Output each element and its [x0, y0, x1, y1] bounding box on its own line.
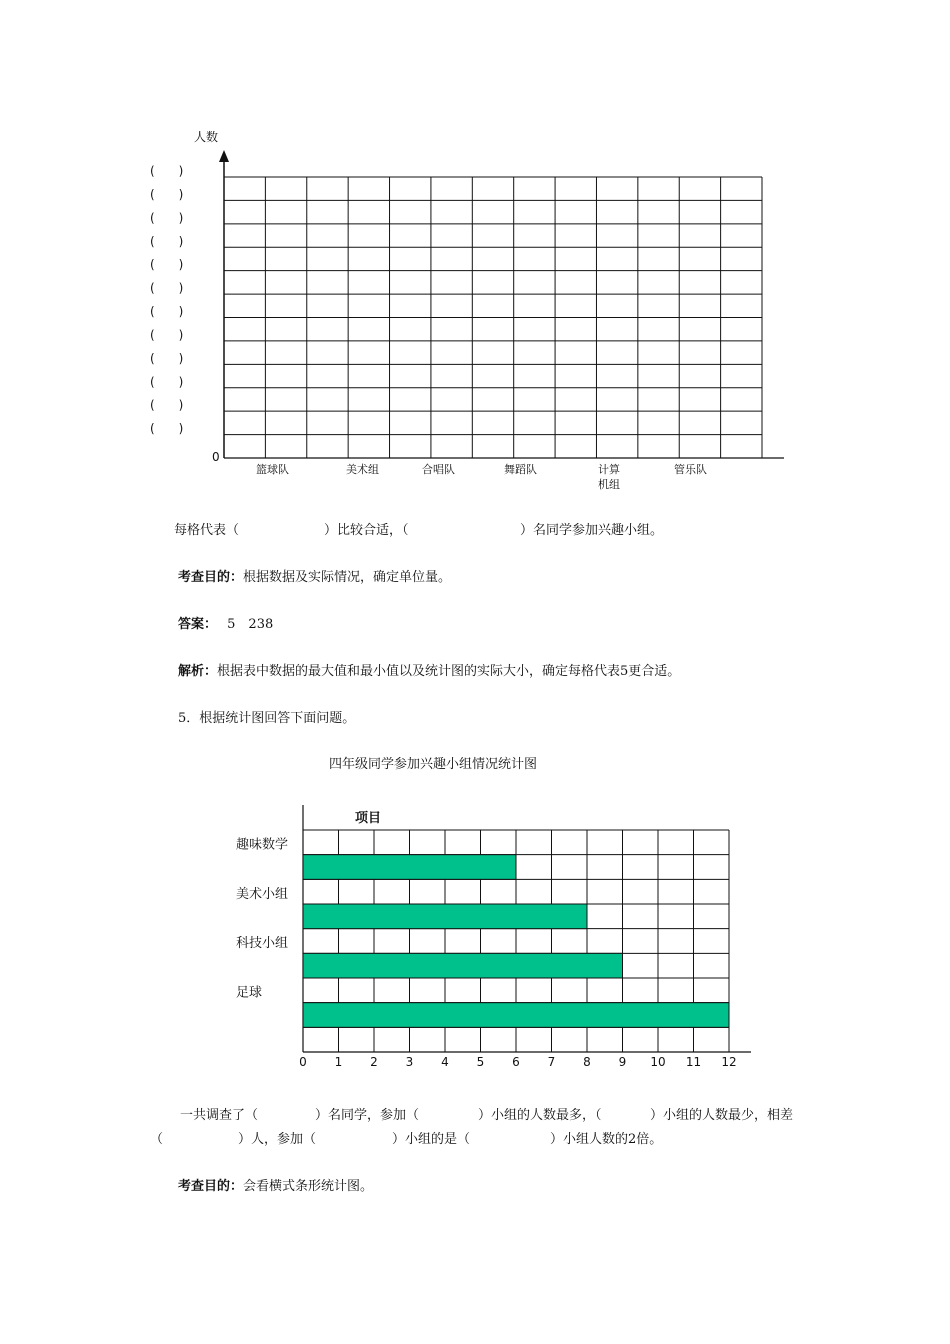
bar [303, 1003, 729, 1028]
empty-grid-chart [0, 0, 950, 500]
bar [303, 904, 587, 929]
q5-line2-b: ）人，参加（ [238, 1132, 317, 1147]
x-tick-label: 5 [476, 1055, 485, 1069]
x-tick-label: 9 [618, 1055, 627, 1069]
question-5: 5．根据统计图回答下面问题。 [178, 711, 356, 726]
y-axis-label: 人数 [194, 130, 219, 144]
y-value-blank: ( ) [150, 210, 184, 225]
y-value-blank: ( ) [150, 164, 184, 178]
q5-line1-a: 一共调查了（ [180, 1108, 259, 1123]
fill-blank-part-a: 每格代表（ [174, 523, 240, 538]
chart-title: 四年级同学参加兴趣小组情况统计图 [329, 757, 538, 772]
purpose-label: 考查目的： [178, 570, 244, 585]
fill-blank-part-c: ）名同学参加兴趣小组。 [520, 523, 664, 538]
category-label: 舞蹈队 [504, 463, 537, 476]
bar-chart [0, 790, 950, 1080]
bar [303, 855, 516, 880]
x-tick-label: 8 [583, 1055, 591, 1069]
y-axis-label: 项目 [355, 811, 382, 826]
y-value-blank: ( ) [150, 187, 184, 202]
q5-purpose-line [178, 1175, 373, 1194]
category-label: 美术组 [346, 463, 379, 476]
category-label: 足球 [236, 985, 263, 1001]
category-label: 计算 [598, 463, 620, 476]
q5-line2-c: ）小组的是（ [392, 1132, 471, 1147]
q5-line2 [150, 1128, 750, 1146]
analysis-label: 解析： [178, 664, 218, 679]
x-tick-labels [299, 1055, 736, 1069]
y-value-blank: ( ) [150, 234, 184, 249]
purpose-line [178, 566, 451, 585]
purpose-text: 会看横式条形统计图。 [243, 1179, 374, 1194]
category-labels [256, 462, 707, 491]
q5-line1-b: ）名同学，参加（ [315, 1108, 420, 1123]
y-value-blank: ( ) [150, 421, 184, 436]
fill-blank-part-b: ）比较合适，（ [324, 523, 409, 538]
origin-label: 0 [212, 450, 220, 464]
q5-line2-d: ）小组人数的2倍。 [550, 1132, 663, 1147]
category-label: 管乐队 [674, 463, 707, 476]
x-tick-label: 6 [512, 1055, 520, 1069]
y-value-blank: ( ) [150, 398, 184, 413]
x-tick-label: 7 [547, 1055, 556, 1069]
analysis-text: 根据表中数据的最大值和最小值以及统计图的实际大小，确定每格代表5更合适。 [217, 664, 681, 679]
x-tick-label: 11 [685, 1055, 702, 1069]
purpose-text: 根据数据及实际情况，确定单位量。 [243, 570, 452, 585]
y-value-blank: ( ) [150, 374, 184, 389]
y-axis-arrow [219, 150, 229, 162]
category-label: 合唱队 [422, 463, 455, 476]
x-tick-label: 4 [441, 1055, 449, 1069]
x-tick-label: 10 [650, 1055, 666, 1069]
y-value-blank: ( ) [150, 257, 184, 272]
q5-line2-a: （ [150, 1132, 164, 1147]
purpose-label: 考查目的： [178, 1179, 244, 1194]
analysis-line [178, 660, 680, 679]
q5-line1-c: ）小组的人数最多，（ [478, 1108, 602, 1123]
q5-line1-d: ）小组的人数最少，相差 [650, 1108, 794, 1123]
category-label: 科技小组 [236, 936, 289, 952]
category-label: 篮球队 [256, 463, 289, 476]
x-tick-label: 0 [299, 1055, 307, 1069]
category-label: 机组 [598, 478, 620, 491]
y-value-blank: ( ) [150, 304, 184, 319]
category-label: 趣味数学 [236, 837, 289, 853]
grid [224, 177, 762, 458]
x-tick-label: 12 [721, 1055, 737, 1069]
category-label: 美术小组 [236, 886, 289, 902]
answer-label: 答案： [178, 617, 218, 632]
answer-text: 5 238 [227, 617, 274, 632]
q5-line1 [180, 1104, 810, 1122]
bar [303, 953, 623, 978]
y-value-blank: ( ) [150, 281, 184, 296]
category-labels [236, 837, 288, 1001]
x-tick-label: 3 [405, 1055, 414, 1069]
x-tick-label: 2 [370, 1055, 378, 1069]
x-tick-label: 1 [334, 1055, 343, 1069]
y-value-blank: ( ) [150, 327, 184, 342]
y-value-blanks [150, 164, 183, 436]
answer-line [178, 613, 273, 632]
y-value-blank: ( ) [150, 351, 184, 366]
